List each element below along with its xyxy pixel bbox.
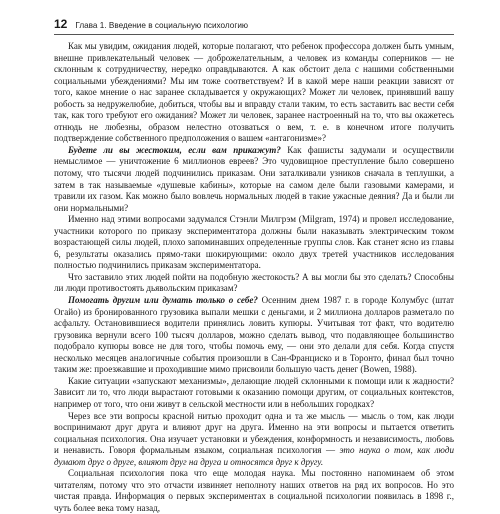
paragraph-text: Осенним днем 1987 г. в городе Колумбус (штат Огайо) из бронированного грузовика выпали мешки с деньгами, и 2 миллиона долларов разметало по асфальту. Остановившиеся водители принялись ловить купюры. Учитывая тот факт, что водителю грузовика вернули всего 100 тысяч долларов, можно сделать вывод, что подавляющее большинство подобрало купюры вовсе не для того, чтобы помочь ему, — они это делали для себя. Когда спустя несколько месяцев аналогичные события произошли в Сан-Франциско и в Торонто, финал был точно таким же: проезжавшие и проходившие мимо присвоили большую часть денег (Bowen, 1988). xyxy=(54,295,455,375)
paragraph-text: Какие ситуации «запускают механизмы», делающие людей склонными к помощи или к жадности? Зависит ли то, что люди вырастают готовыми к оказанию помощи другим, от социальных контекстов, например от того, что они живут в сельской местности или в небольших городках? xyxy=(54,375,454,409)
running-head: Глава 1. Введение в социальную психологию xyxy=(75,21,249,30)
paragraph xyxy=(54,411,454,469)
paragraph-text: Социальная психология пока что еще молодая наука. Мы постоянно напоминаем об этом читателям, потому что это отчасти извиняет неполноту наших ответов на ряд их вопросов. Но это чистая правда. Информация о первых экспериментах в социальной психологии появилась в 1898 г., чуть более века тому назад, xyxy=(54,468,454,513)
paragraph-text: Именно над этими вопросами задумался Стэнли Милгрэм (Milgram, 1974) и провел исследование, участники которого по приказу экспериментатора должны были наказывать электрическим током возрастающей силы людей, плохо запоминавших определенные группы слов. Как станет ясно из главы 6, результаты оказались прямо-таки шокирующими: около двух третей участников исследования полностью подчинились приказам экспериментатора. xyxy=(54,214,454,271)
paragraph xyxy=(54,214,454,272)
header-rule xyxy=(54,34,454,35)
paragraph xyxy=(54,468,454,514)
page-number: 12 xyxy=(54,17,68,31)
paragraph-text: Через все эти вопросы красной нитью проходит одна и та же мысль — мысль о том, как люди воспринимают друг друга и влияют друг на друга. Именно на эти вопросы и пытается ответить социальная психология. Она изучает установки и убеждения, конформность и независимость, любовь и ненависть. Говоря формальным языком, социальная психология — xyxy=(54,410,454,456)
emphasis-text: Помогать другим или думать только о себе? xyxy=(68,295,258,306)
emphasis-text: это наука о том, как люди думают друг о друге, влияют друг на друга и относятся друг к другу. xyxy=(54,445,455,467)
page-header xyxy=(54,17,454,31)
body-text xyxy=(54,41,454,514)
paragraph-text: Как мы увидим, ожидания людей, которые полагают, что ребенок профессора должен быть умным, внешне привлекательный человек — доброжелательным, а человек из команды соперников — не склонным к сотрудничеству, нередко оправдываются. А как обстоит дела с нашими собственными социальными убеждениями? Мы им тоже соответствуем? И в какой мере наши реакции зависят от того, какое мнение о нас заранее складывается у окружающих? Может ли человек, принявший вашу робость за недружелюбие, добиться, чтобы вы и вправду стали таким, то есть заставить вас вести себя так, как того требуют его ожидания? Может ли человек, заранее настроенный на то, что вы окажетесь отнюдь не любезны, образом нелестно отозваться о вем, т. е. в конечном итоге получить подтверждение собственного предположения о вашем «антагонизме»? xyxy=(54,41,454,144)
paragraph-text: Что заставило этих людей пойти на подобную жестокость? А вы могли бы это сделать? Способны ли люди противостоять дьявольским приказам? xyxy=(54,271,454,294)
paragraph xyxy=(54,145,454,214)
paragraph xyxy=(54,272,454,295)
paragraph-text: Как фашисты задумали и осуществили немыслимое — уничтожение 6 миллионов евреев? Это чудовищное преступление было совершено потому, что тысячи людей подчинились приказам. Они заталкивали узников сначала в теплушки, а затем в так называемые «душевые кабины», которые на самом деле были газовыми камерами, и травили их газом. Как можно было вовлечь нормальных людей в такие ужасные деяния? Да и были ли они нормальными? xyxy=(54,144,454,213)
emphasis-text: Будете ли вы жестоким, если вам прикажут? xyxy=(68,144,281,155)
paragraph xyxy=(54,295,454,376)
paragraph xyxy=(54,41,454,145)
paragraph xyxy=(54,376,454,411)
